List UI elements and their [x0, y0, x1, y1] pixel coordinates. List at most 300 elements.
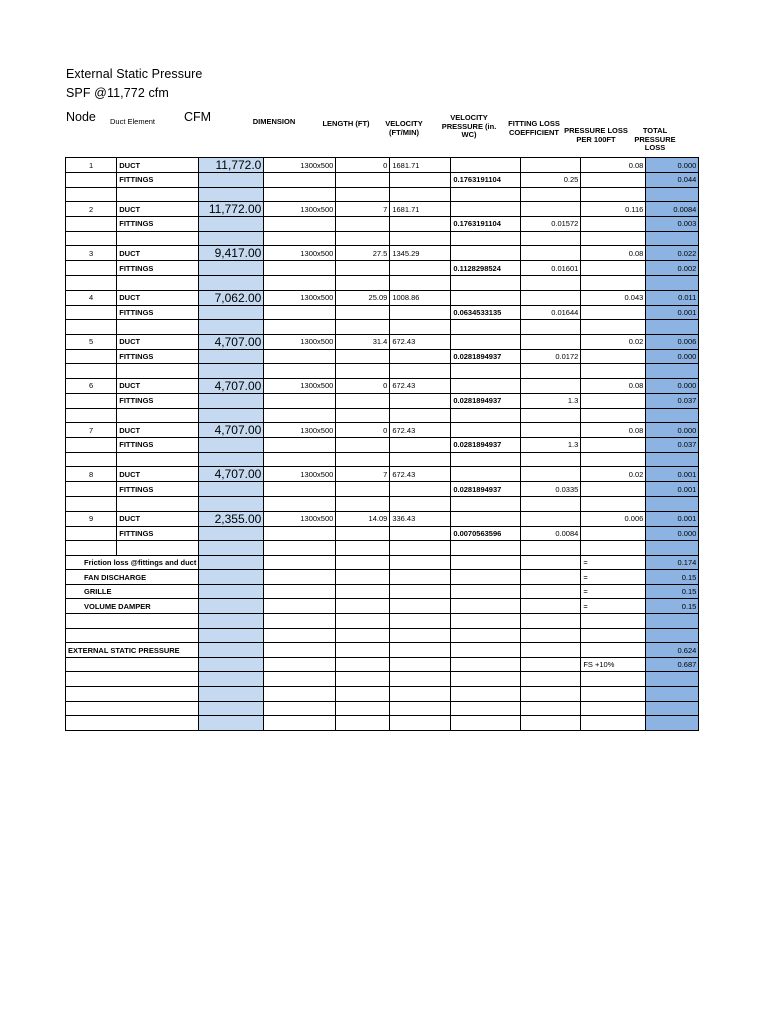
- cell-cfm: [199, 643, 264, 658]
- cell-dimension: [264, 217, 336, 232]
- cell-length: [336, 452, 390, 467]
- cell-cfm: 4,707.00: [199, 423, 264, 438]
- cell-velocity: [390, 496, 451, 511]
- summary-label: VOLUME DAMPER: [66, 599, 199, 614]
- summary-eq: [581, 672, 646, 687]
- cell-empty: [451, 599, 521, 614]
- cell-dimension: 1300x500: [264, 202, 336, 217]
- cell-element: DUCT: [117, 158, 199, 173]
- cell-total: 0.000: [646, 158, 699, 173]
- cell-velocity-pressure: [451, 187, 521, 202]
- cell-empty: [264, 628, 336, 643]
- cell-cfm: [199, 320, 264, 335]
- cell-velocity: [390, 187, 451, 202]
- cell-fitting-loss: 0.01644: [521, 305, 581, 320]
- cell-length: 0: [336, 158, 390, 173]
- cell-total: 0.0084: [646, 202, 699, 217]
- cell-empty: [451, 701, 521, 716]
- cell-total: [646, 452, 699, 467]
- cell-dimension: [264, 496, 336, 511]
- cell-velocity-pressure: [451, 541, 521, 556]
- cell-total: 0.011: [646, 290, 699, 305]
- cell-cfm: [199, 275, 264, 290]
- header-fitting-loss: FITTING LOSS COEFFICIENT: [508, 119, 560, 137]
- cell-empty: [336, 701, 390, 716]
- cell-element: [117, 275, 199, 290]
- summary-total: [646, 701, 699, 716]
- cell-cfm: [199, 526, 264, 541]
- cell-velocity-pressure: [451, 452, 521, 467]
- cell-node: [66, 496, 117, 511]
- cell-length: [336, 320, 390, 335]
- cell-pressure-loss-per: 0.02: [581, 467, 646, 482]
- cell-dimension: [264, 231, 336, 246]
- summary-total: 0.624: [646, 643, 699, 658]
- cell-total: 0.001: [646, 467, 699, 482]
- cell-node: [66, 275, 117, 290]
- cell-node: [66, 187, 117, 202]
- cell-cfm: [199, 438, 264, 453]
- cell-empty: [521, 628, 581, 643]
- cell-node: [66, 173, 117, 188]
- summary-eq: [581, 701, 646, 716]
- summary-eq: =: [581, 599, 646, 614]
- cell-empty: [451, 570, 521, 585]
- cell-length: [336, 231, 390, 246]
- cell-empty: [336, 672, 390, 687]
- cell-total: 0.001: [646, 511, 699, 526]
- cell-pressure-loss-per: [581, 452, 646, 467]
- cell-dimension: 1300x500: [264, 511, 336, 526]
- cell-fitting-loss: [521, 231, 581, 246]
- cell-length: [336, 438, 390, 453]
- cell-velocity-pressure: 0.0281894937: [451, 393, 521, 408]
- cell-node: 1: [66, 158, 117, 173]
- cell-element: DUCT: [117, 511, 199, 526]
- cell-velocity: [390, 173, 451, 188]
- cell-empty: [390, 628, 451, 643]
- cell-fitting-loss: 0.0172: [521, 349, 581, 364]
- cell-cfm: [199, 482, 264, 497]
- cell-node: 8: [66, 467, 117, 482]
- cell-element: [117, 408, 199, 423]
- cell-length: 31.4: [336, 334, 390, 349]
- cell-empty: [390, 672, 451, 687]
- cell-cfm: [199, 364, 264, 379]
- summary-eq: [581, 716, 646, 731]
- cell-fitting-loss: [521, 187, 581, 202]
- cell-empty: [521, 599, 581, 614]
- cell-velocity: [390, 261, 451, 276]
- table-row: [66, 526, 699, 541]
- cell-empty: [390, 657, 451, 672]
- cell-dimension: [264, 482, 336, 497]
- cell-length: 0: [336, 423, 390, 438]
- summary-total: [646, 614, 699, 629]
- cell-fitting-loss: 1.3: [521, 438, 581, 453]
- header-dimension: DIMENSION: [252, 117, 296, 126]
- summary-eq: [581, 614, 646, 629]
- cell-velocity-pressure: [451, 408, 521, 423]
- cell-length: 0: [336, 378, 390, 393]
- cell-empty: [264, 657, 336, 672]
- cell-length: 25.09: [336, 290, 390, 305]
- summary-row: [66, 701, 699, 716]
- cell-dimension: [264, 320, 336, 335]
- cell-cfm: [199, 628, 264, 643]
- header-velocity-pressure: VELOCITY PRESSURE (in. WC): [441, 113, 497, 139]
- cell-empty: [336, 614, 390, 629]
- summary-eq: [581, 643, 646, 658]
- cell-length: [336, 261, 390, 276]
- cell-empty: [336, 716, 390, 731]
- table-row: [66, 202, 699, 217]
- summary-row: [66, 570, 699, 585]
- cell-fitting-loss: [521, 467, 581, 482]
- cell-node: 9: [66, 511, 117, 526]
- cell-velocity: [390, 393, 451, 408]
- cell-empty: [264, 614, 336, 629]
- cell-velocity: 672.43: [390, 467, 451, 482]
- cell-node: [66, 541, 117, 556]
- cell-velocity-pressure: [451, 158, 521, 173]
- cell-cfm: [199, 393, 264, 408]
- cell-cfm: [199, 555, 264, 570]
- cell-dimension: 1300x500: [264, 423, 336, 438]
- summary-label: [66, 672, 199, 687]
- cell-empty: [521, 657, 581, 672]
- summary-total: [646, 672, 699, 687]
- cell-length: [336, 526, 390, 541]
- cell-length: [336, 364, 390, 379]
- cell-node: [66, 452, 117, 467]
- cell-empty: [451, 555, 521, 570]
- summary-total: [646, 687, 699, 702]
- cell-element: DUCT: [117, 202, 199, 217]
- cell-dimension: 1300x500: [264, 467, 336, 482]
- cell-empty: [521, 643, 581, 658]
- cell-pressure-loss-per: [581, 438, 646, 453]
- cell-cfm: [199, 408, 264, 423]
- cell-velocity: 336.43: [390, 511, 451, 526]
- cell-total: 0.044: [646, 173, 699, 188]
- cell-node: [66, 261, 117, 276]
- table-row: [66, 423, 699, 438]
- table-row: [66, 290, 699, 305]
- cell-empty: [336, 584, 390, 599]
- cell-fitting-loss: [521, 423, 581, 438]
- cell-element: [117, 541, 199, 556]
- summary-label: [66, 614, 199, 629]
- table-row: [66, 305, 699, 320]
- summary-row: [66, 672, 699, 687]
- cell-total: 0.003: [646, 217, 699, 232]
- cell-dimension: [264, 261, 336, 276]
- cell-length: [336, 275, 390, 290]
- summary-row: [66, 599, 699, 614]
- cell-cfm: [199, 349, 264, 364]
- cell-cfm: [199, 217, 264, 232]
- cell-dimension: 1300x500: [264, 290, 336, 305]
- cell-empty: [336, 643, 390, 658]
- cell-empty: [336, 599, 390, 614]
- summary-label: [66, 628, 199, 643]
- cell-length: [336, 393, 390, 408]
- cell-node: [66, 217, 117, 232]
- cell-velocity: [390, 482, 451, 497]
- cell-velocity: 1008.86: [390, 290, 451, 305]
- cell-cfm: 2,355.00: [199, 511, 264, 526]
- cell-pressure-loss-per: [581, 275, 646, 290]
- cell-total: 0.000: [646, 423, 699, 438]
- cell-element: FITTINGS: [117, 173, 199, 188]
- cell-total: 0.001: [646, 305, 699, 320]
- summary-total: 0.15: [646, 599, 699, 614]
- cell-empty: [336, 628, 390, 643]
- cell-empty: [264, 584, 336, 599]
- cell-dimension: [264, 526, 336, 541]
- cell-velocity: 672.43: [390, 423, 451, 438]
- cell-length: [336, 305, 390, 320]
- cell-pressure-loss-per: [581, 261, 646, 276]
- cell-node: [66, 438, 117, 453]
- cell-empty: [451, 657, 521, 672]
- cell-velocity-pressure: [451, 320, 521, 335]
- header-node: Node: [66, 110, 96, 124]
- cell-cfm: [199, 231, 264, 246]
- cell-velocity: 672.43: [390, 378, 451, 393]
- cell-fitting-loss: 0.25: [521, 173, 581, 188]
- cell-fitting-loss: [521, 364, 581, 379]
- cell-fitting-loss: [521, 290, 581, 305]
- cell-cfm: [199, 496, 264, 511]
- cell-total: 0.000: [646, 526, 699, 541]
- table-row: [66, 393, 699, 408]
- cell-empty: [451, 687, 521, 702]
- cell-pressure-loss-per: [581, 393, 646, 408]
- cell-velocity-pressure: 0.0634533135: [451, 305, 521, 320]
- cell-velocity-pressure: 0.1128298524: [451, 261, 521, 276]
- cell-node: [66, 320, 117, 335]
- cell-pressure-loss-per: 0.116: [581, 202, 646, 217]
- cell-length: [336, 482, 390, 497]
- table-row: [66, 349, 699, 364]
- cell-empty: [451, 672, 521, 687]
- cell-velocity: [390, 452, 451, 467]
- table-row: [66, 511, 699, 526]
- cell-velocity-pressure: 0.0281894937: [451, 349, 521, 364]
- cell-cfm: [199, 701, 264, 716]
- cell-pressure-loss-per: 0.006: [581, 511, 646, 526]
- cell-fitting-loss: [521, 275, 581, 290]
- doc-title: External Static Pressure: [66, 67, 203, 81]
- cell-velocity: 672.43: [390, 334, 451, 349]
- cell-empty: [264, 701, 336, 716]
- cell-empty: [390, 687, 451, 702]
- cell-empty: [390, 599, 451, 614]
- cell-pressure-loss-per: [581, 231, 646, 246]
- cell-velocity: [390, 305, 451, 320]
- cell-empty: [336, 657, 390, 672]
- cell-length: [336, 541, 390, 556]
- cell-length: [336, 187, 390, 202]
- cell-element: FITTINGS: [117, 217, 199, 232]
- cell-length: 14.09: [336, 511, 390, 526]
- cell-element: DUCT: [117, 378, 199, 393]
- cell-pressure-loss-per: [581, 482, 646, 497]
- cell-dimension: [264, 393, 336, 408]
- cell-total: [646, 541, 699, 556]
- summary-row: [66, 584, 699, 599]
- cell-dimension: 1300x500: [264, 246, 336, 261]
- cell-fitting-loss: [521, 320, 581, 335]
- cell-dimension: [264, 364, 336, 379]
- cell-cfm: 4,707.00: [199, 467, 264, 482]
- cell-dimension: [264, 275, 336, 290]
- cell-element: DUCT: [117, 423, 199, 438]
- cell-empty: [264, 716, 336, 731]
- cell-velocity: [390, 231, 451, 246]
- cell-pressure-loss-per: 0.02: [581, 334, 646, 349]
- summary-row: [66, 657, 699, 672]
- cell-velocity: [390, 364, 451, 379]
- summary-row: [66, 628, 699, 643]
- cell-velocity: 1681.71: [390, 202, 451, 217]
- cell-cfm: [199, 716, 264, 731]
- cell-empty: [264, 672, 336, 687]
- summary-row: [66, 555, 699, 570]
- cell-empty: [451, 628, 521, 643]
- cell-element: DUCT: [117, 467, 199, 482]
- summary-row: [66, 687, 699, 702]
- cell-cfm: 9,417.00: [199, 246, 264, 261]
- cell-velocity: [390, 275, 451, 290]
- cell-velocity-pressure: [451, 511, 521, 526]
- cell-velocity-pressure: [451, 246, 521, 261]
- cell-pressure-loss-per: [581, 408, 646, 423]
- table-row: [66, 541, 699, 556]
- cell-pressure-loss-per: [581, 526, 646, 541]
- cell-element: [117, 320, 199, 335]
- summary-row: [66, 716, 699, 731]
- cell-total: [646, 187, 699, 202]
- table-row: [66, 408, 699, 423]
- summary-total: 0.174: [646, 555, 699, 570]
- cell-cfm: 4,707.00: [199, 334, 264, 349]
- summary-label: EXTERNAL STATIC PRESSURE: [66, 643, 199, 658]
- cell-total: 0.037: [646, 393, 699, 408]
- cell-node: [66, 364, 117, 379]
- cell-empty: [451, 716, 521, 731]
- cell-fitting-loss: [521, 496, 581, 511]
- cell-node: [66, 349, 117, 364]
- cell-empty: [390, 716, 451, 731]
- cell-cfm: [199, 687, 264, 702]
- cell-velocity: [390, 349, 451, 364]
- cell-element: FITTINGS: [117, 438, 199, 453]
- cell-velocity-pressure: [451, 423, 521, 438]
- header-total-pressure-loss: TOTAL PRESSURE LOSS: [634, 126, 676, 152]
- summary-row: [66, 614, 699, 629]
- cell-velocity: [390, 541, 451, 556]
- cell-fitting-loss: [521, 246, 581, 261]
- cell-cfm: [199, 614, 264, 629]
- cell-cfm: [199, 541, 264, 556]
- cell-length: 7: [336, 202, 390, 217]
- header-velocity: VELOCITY (FT/MIN): [385, 119, 423, 137]
- cell-dimension: 1300x500: [264, 158, 336, 173]
- cell-fitting-loss: [521, 541, 581, 556]
- doc-subtitle: SPF @11,772 cfm: [66, 86, 169, 100]
- cell-pressure-loss-per: [581, 173, 646, 188]
- summary-total: [646, 716, 699, 731]
- table-row: [66, 320, 699, 335]
- cell-empty: [521, 672, 581, 687]
- cell-node: 2: [66, 202, 117, 217]
- cell-fitting-loss: [521, 158, 581, 173]
- cell-total: [646, 408, 699, 423]
- cell-empty: [264, 570, 336, 585]
- cell-pressure-loss-per: [581, 541, 646, 556]
- cell-velocity-pressure: [451, 334, 521, 349]
- cell-cfm: [199, 599, 264, 614]
- cell-fitting-loss: [521, 334, 581, 349]
- cell-pressure-loss-per: [581, 305, 646, 320]
- cell-velocity: [390, 320, 451, 335]
- cell-velocity: [390, 438, 451, 453]
- cell-element: [117, 496, 199, 511]
- cell-fitting-loss: [521, 202, 581, 217]
- cell-node: [66, 231, 117, 246]
- cell-fitting-loss: 0.01601: [521, 261, 581, 276]
- cell-velocity-pressure: 0.0281894937: [451, 482, 521, 497]
- cell-element: FITTINGS: [117, 349, 199, 364]
- cell-empty: [451, 584, 521, 599]
- cell-node: 4: [66, 290, 117, 305]
- cell-dimension: [264, 408, 336, 423]
- header-cfm: CFM: [184, 110, 212, 124]
- table-row: [66, 482, 699, 497]
- summary-label: [66, 701, 199, 716]
- table-row: [66, 496, 699, 511]
- table-row: [66, 334, 699, 349]
- cell-total: [646, 496, 699, 511]
- cell-total: 0.022: [646, 246, 699, 261]
- table-row: [66, 187, 699, 202]
- cell-cfm: [199, 173, 264, 188]
- table-row: [66, 231, 699, 246]
- cell-pressure-loss-per: 0.08: [581, 158, 646, 173]
- header-pressure-loss-per: PRESSURE LOSS PER 100FT: [564, 126, 628, 144]
- cell-fitting-loss: [521, 408, 581, 423]
- cell-element: DUCT: [117, 246, 199, 261]
- cell-velocity: 1681.71: [390, 158, 451, 173]
- cell-length: [336, 217, 390, 232]
- cell-cfm: [199, 570, 264, 585]
- cell-empty: [521, 687, 581, 702]
- table-row: [66, 275, 699, 290]
- table-row: [66, 261, 699, 276]
- cell-empty: [390, 570, 451, 585]
- cell-pressure-loss-per: 0.08: [581, 423, 646, 438]
- cell-element: [117, 364, 199, 379]
- cell-node: [66, 482, 117, 497]
- summary-eq: [581, 687, 646, 702]
- table-row: [66, 378, 699, 393]
- summary-label: Friction loss @fittings and duct: [66, 555, 199, 570]
- cell-total: [646, 275, 699, 290]
- cell-cfm: 11,772.00: [199, 202, 264, 217]
